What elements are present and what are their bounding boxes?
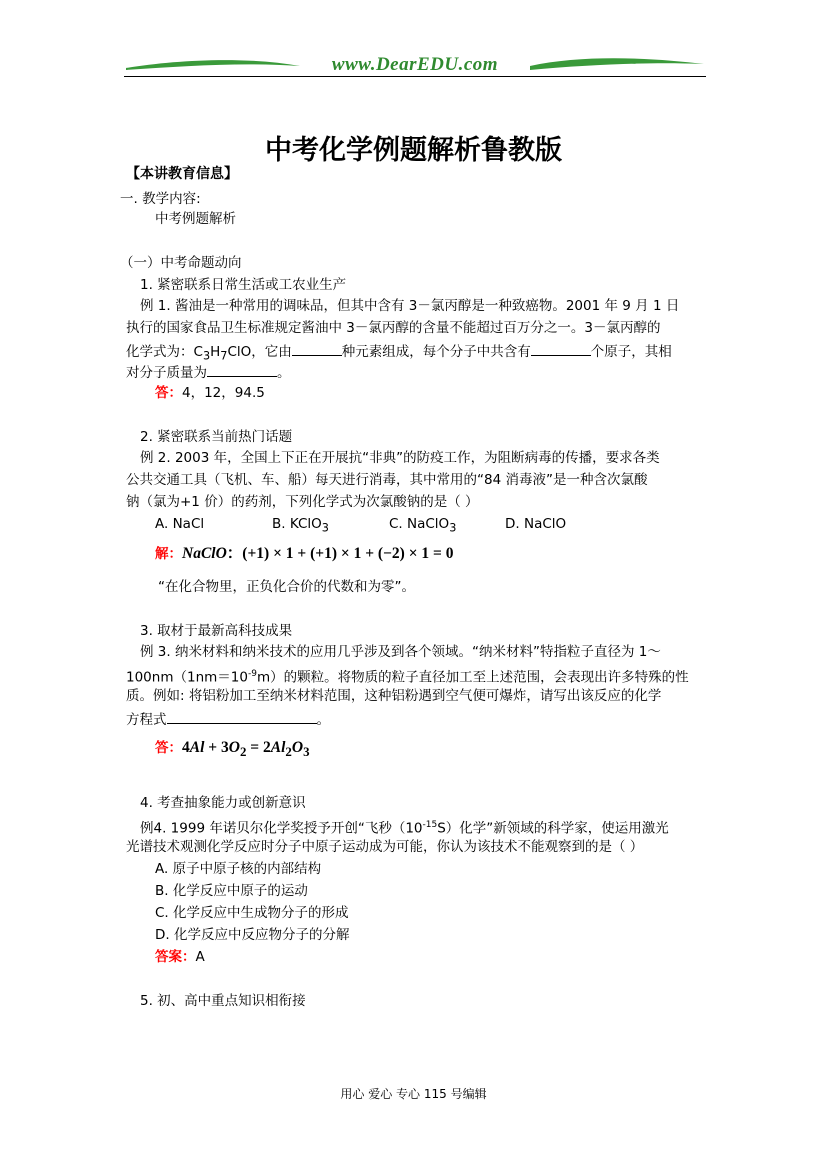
topic4-line2: 光谱技术观测化学反应时分子中原子运动成为可能，你认为该技术不能观察到的是（ ） [126,839,644,855]
topic1-line1: 例 1. 酱油是一种常用的调味品，但其中含有 3－氯丙醇是一种致癌物。2001 年 9 月 1 日 [140,298,680,314]
topic3-line4-a: 方程式 [126,712,167,728]
topic3-line2-a: 100nm（1nm＝10 [126,669,248,686]
topic1-line4-b: 。 [277,365,291,381]
topic1-sub-7: 7 [220,349,228,363]
topic1-answer [155,384,265,402]
topic4-option-c: C. 化学反应中生成物分子的形成 [155,905,349,921]
topic2-line1: 例 2. 2003 年，全国上下正在开展抗“非典”的防疫工作，为阻断病毒的传播，要求各类 [140,450,660,466]
topic4-answer-value: A [195,949,205,965]
topic4-option-d: D. 化学反应中反应物分子的分解 [155,927,350,943]
topic1-blank-atoms[interactable] [531,341,591,356]
topic3-equation: $4Al + 3O_2 = 2Al_2O_3$ [182,739,310,760]
topic2-option-b-text: B. KClO [272,516,322,532]
topic2-note: “在化合物里，正负化合价的代数和为零”。 [158,579,415,595]
page-footer: 用心 爱心 专心 115 号编辑 [340,1087,487,1101]
topic3-heading: 3. 取材于最新高科技成果 [140,623,293,639]
topic3-line2 [126,665,689,687]
topic1-line3-d: 个原子，其相 [590,344,672,360]
topic1-blank-elements[interactable] [292,341,342,356]
topic2-option-c-text: C. NaClO [389,516,450,532]
topic5-heading: 5. 初、高中重点知识相衔接 [140,993,306,1009]
topic4-heading: 4. 考查抽象能力或创新意识 [140,795,306,811]
topic2-option-b [272,515,329,538]
page-title: 中考化学例题解析鲁教版 [265,135,562,166]
topic4-answer-label: 答案： [155,949,196,965]
topic3-line1: 例 3. 纳米材料和纳米技术的应用几乎涉及到各个领域。“纳米材料”特指粒子直径为 1～ [140,644,661,660]
topic1-line2: 执行的国家食品卫生标准规定酱油中 3－氯丙醇的含量不能超过百万分之一。3－氯丙醇的 [126,320,661,336]
topic1-formula-h: H [210,344,221,360]
topic2-option-c [389,515,456,538]
topic4-line1-a: 例4. 1999 年诺贝尔化学奖授予开创“飞秒（10 [140,820,423,837]
section1-label: 一. 教学内容: [120,191,201,207]
topic2-option-d: D. NaClO [505,516,567,532]
topic3-blank-equation[interactable] [167,709,317,724]
topic3-line4-b: 。 [316,712,330,728]
topic1-blank-mass[interactable] [207,362,277,377]
topic1-line3-c: 种元素组成，每个分子中共含有 [341,344,531,360]
topic3-line2-sup: -9 [247,669,257,679]
section1-content: 中考例题解析 [155,211,236,227]
topic1-line4 [126,362,291,382]
topic3-line3: 质。例如: 将铝粉加工至纳米材料范围，这种铝粉遇到空气便可爆炸，请写出该反应的化学 [126,688,662,704]
topic4-answer [155,948,205,966]
topic1-answer-label: 答： [155,385,182,401]
topic2-option-a: A. NaCl [155,516,205,532]
topic4-line1-b: S）化学”新领域的科学家，使运用激光 [437,820,669,837]
topic1-line4-a: 对分子质量为 [126,365,207,381]
topic2-solution [155,545,454,563]
topic4-line1-sup: -15 [422,820,438,830]
topic3-line4 [126,709,330,729]
topic4-option-b: B. 化学反应中原子的运动 [155,883,308,899]
topic3-answer-label: 答： [155,740,182,756]
topic4-option-a: A. 原子中原子核的内部结构 [155,861,322,877]
topic4-line1 [140,816,669,838]
topic2-line2: 公共交通工具（飞机、车、船）每天进行消毒，其中常用的“84 消毒液”是一种含次氯酸 [126,472,648,488]
topic1-answer-value: 4，12，94.5 [182,385,265,401]
topic2-solution-formula: NaClO：(+1) × 1 + (+1) × 1 + (−2) × 1 = 0 [182,545,454,562]
topic2-option-c-sub: 3 [449,521,457,535]
topic2-heading: 2. 紧密联系当前热门话题 [140,429,293,445]
topic2-option-b-sub: 3 [321,521,329,535]
part1-label: （一）中考命题动向 [120,255,242,271]
topic2-solution-label: 解： [155,546,182,562]
header-logo: www.DearEDU.com [331,54,499,75]
header-divider [124,76,706,77]
info-heading: 【本讲教育信息】 [126,166,238,182]
topic3-answer [155,739,310,761]
topic1-line3-b: ClO，它由 [227,344,292,360]
topic2-line3: 钠（氯为+1 价）的药剂，下列化学式为次氯酸钠的是（ ） [126,494,479,510]
topic1-formula-c: 化学式为：C [126,344,203,360]
topic3-line2-b: m）的颗粒。将物质的粒子直径加工至上述范围，会表现出许多特殊的性 [256,669,689,686]
topic1-sub-3: 3 [202,349,211,363]
topic1-heading: 1. 紧密联系日常生活或工农业生产 [140,277,347,293]
